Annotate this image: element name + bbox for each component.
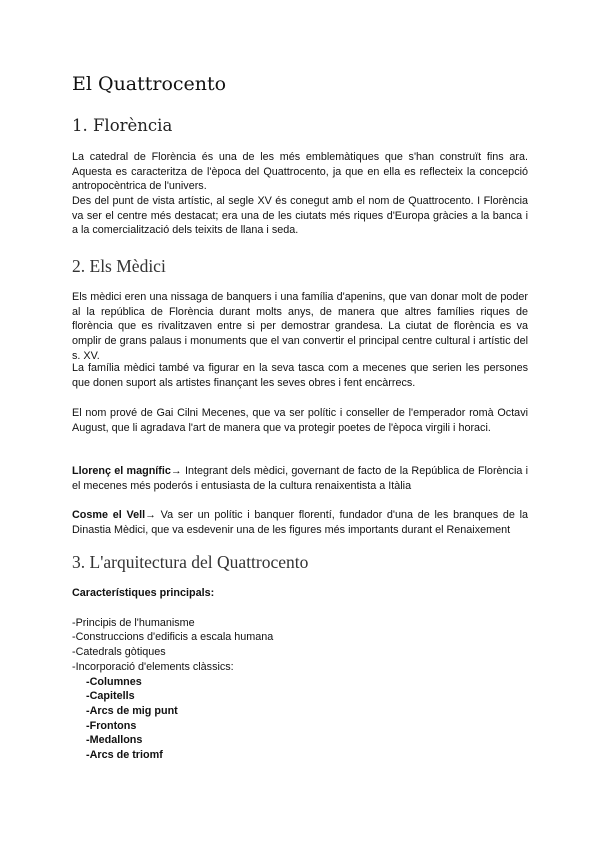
section-1-paragraph-2: Des del punt de vista artístic, al segle XV és conegut amb el nom de Quattrocento. I Florència va ser el centre més destacat; era una de les ciutats més riques d'Europa gràcies a la banca i a la comercialització dels teixits de llana i seda. — [72, 195, 528, 237]
list-item: -Construccions d'edificis a escala humana — [72, 631, 274, 643]
document-title: El Quattrocento — [72, 73, 227, 95]
section-3-heading: 3. L'arquitectura del Quattrocento — [72, 552, 309, 572]
cosme-name: Cosme el Vell — [72, 509, 146, 521]
section-3-subheading: Característiques principals: — [72, 587, 215, 599]
list-item: -Catedrals gòtiques — [72, 646, 166, 658]
sub-list-item: -Arcs de triomf — [86, 749, 163, 761]
sub-list-item: -Frontons — [86, 720, 137, 732]
section-1-paragraph-1: La catedral de Florència és una de les més emblemàtiques que s'han construït fins ara. Aquesta es caracteritza de l'època del Quattrocento, ja que en ella es reflecteix la concepció antropocèntrica de l'univers. — [72, 151, 528, 193]
section-2-paragraph-1: Els mèdici eren una nissaga de banquers i una família d'apenins, que van donar molt de poder al la república de Florència durant molts anys, de manera que altres famílies riques de florència que es rivalitzaven entre si per demostrar grandesa. La ciutat de florència es va omplir de grans palaus i monuments que el van convertir el principal centre cultural i artístic del s. XV. — [72, 291, 528, 362]
section-1-heading: 1. Florència — [72, 116, 173, 135]
section-2-paragraph-2: La família mèdici també va figurar en la seva tasca com a mecenes que serien les persones que donen suport als artistes finançant les seves obres i fent encàrrecs. — [72, 362, 528, 389]
section-2-paragraph-4 — [72, 464, 528, 493]
sub-list-item: -Columnes — [86, 676, 142, 688]
list-item: -Incorporació d'elements clàssics: — [72, 661, 234, 673]
list-item: -Principis de l'humanisme — [72, 617, 195, 629]
sub-list-item: -Arcs de mig punt — [86, 705, 178, 717]
sub-list-item: -Medallons — [86, 734, 143, 746]
llorenc-description: → Integrant dels mèdici, governant de facto de la República de Florència i el mecenes més poderós i entusiasta de la cultura renaixentista a Itàlia — [72, 465, 528, 492]
sub-list-item: -Capitells — [86, 690, 135, 702]
section-2-paragraph-5 — [72, 508, 528, 537]
llorenc-name: Llorenç el magnífic — [72, 465, 171, 477]
section-2-heading: 2. Els Mèdici — [72, 256, 166, 276]
cosme-description: → Va ser un polític i banquer florentí, fundador d'una de les branques de la Dinastia Mèdici, que va esdevenir una de les figures més importants durant el Renaixement — [72, 509, 529, 536]
section-2-paragraph-3: El nom prové de Gai Cilni Mecenes, que va ser polític i conseller de l'emperador romà Octavi August, que li agradava l'art de manera que va protegir poetes de l'època virgili i horaci. — [72, 407, 528, 434]
